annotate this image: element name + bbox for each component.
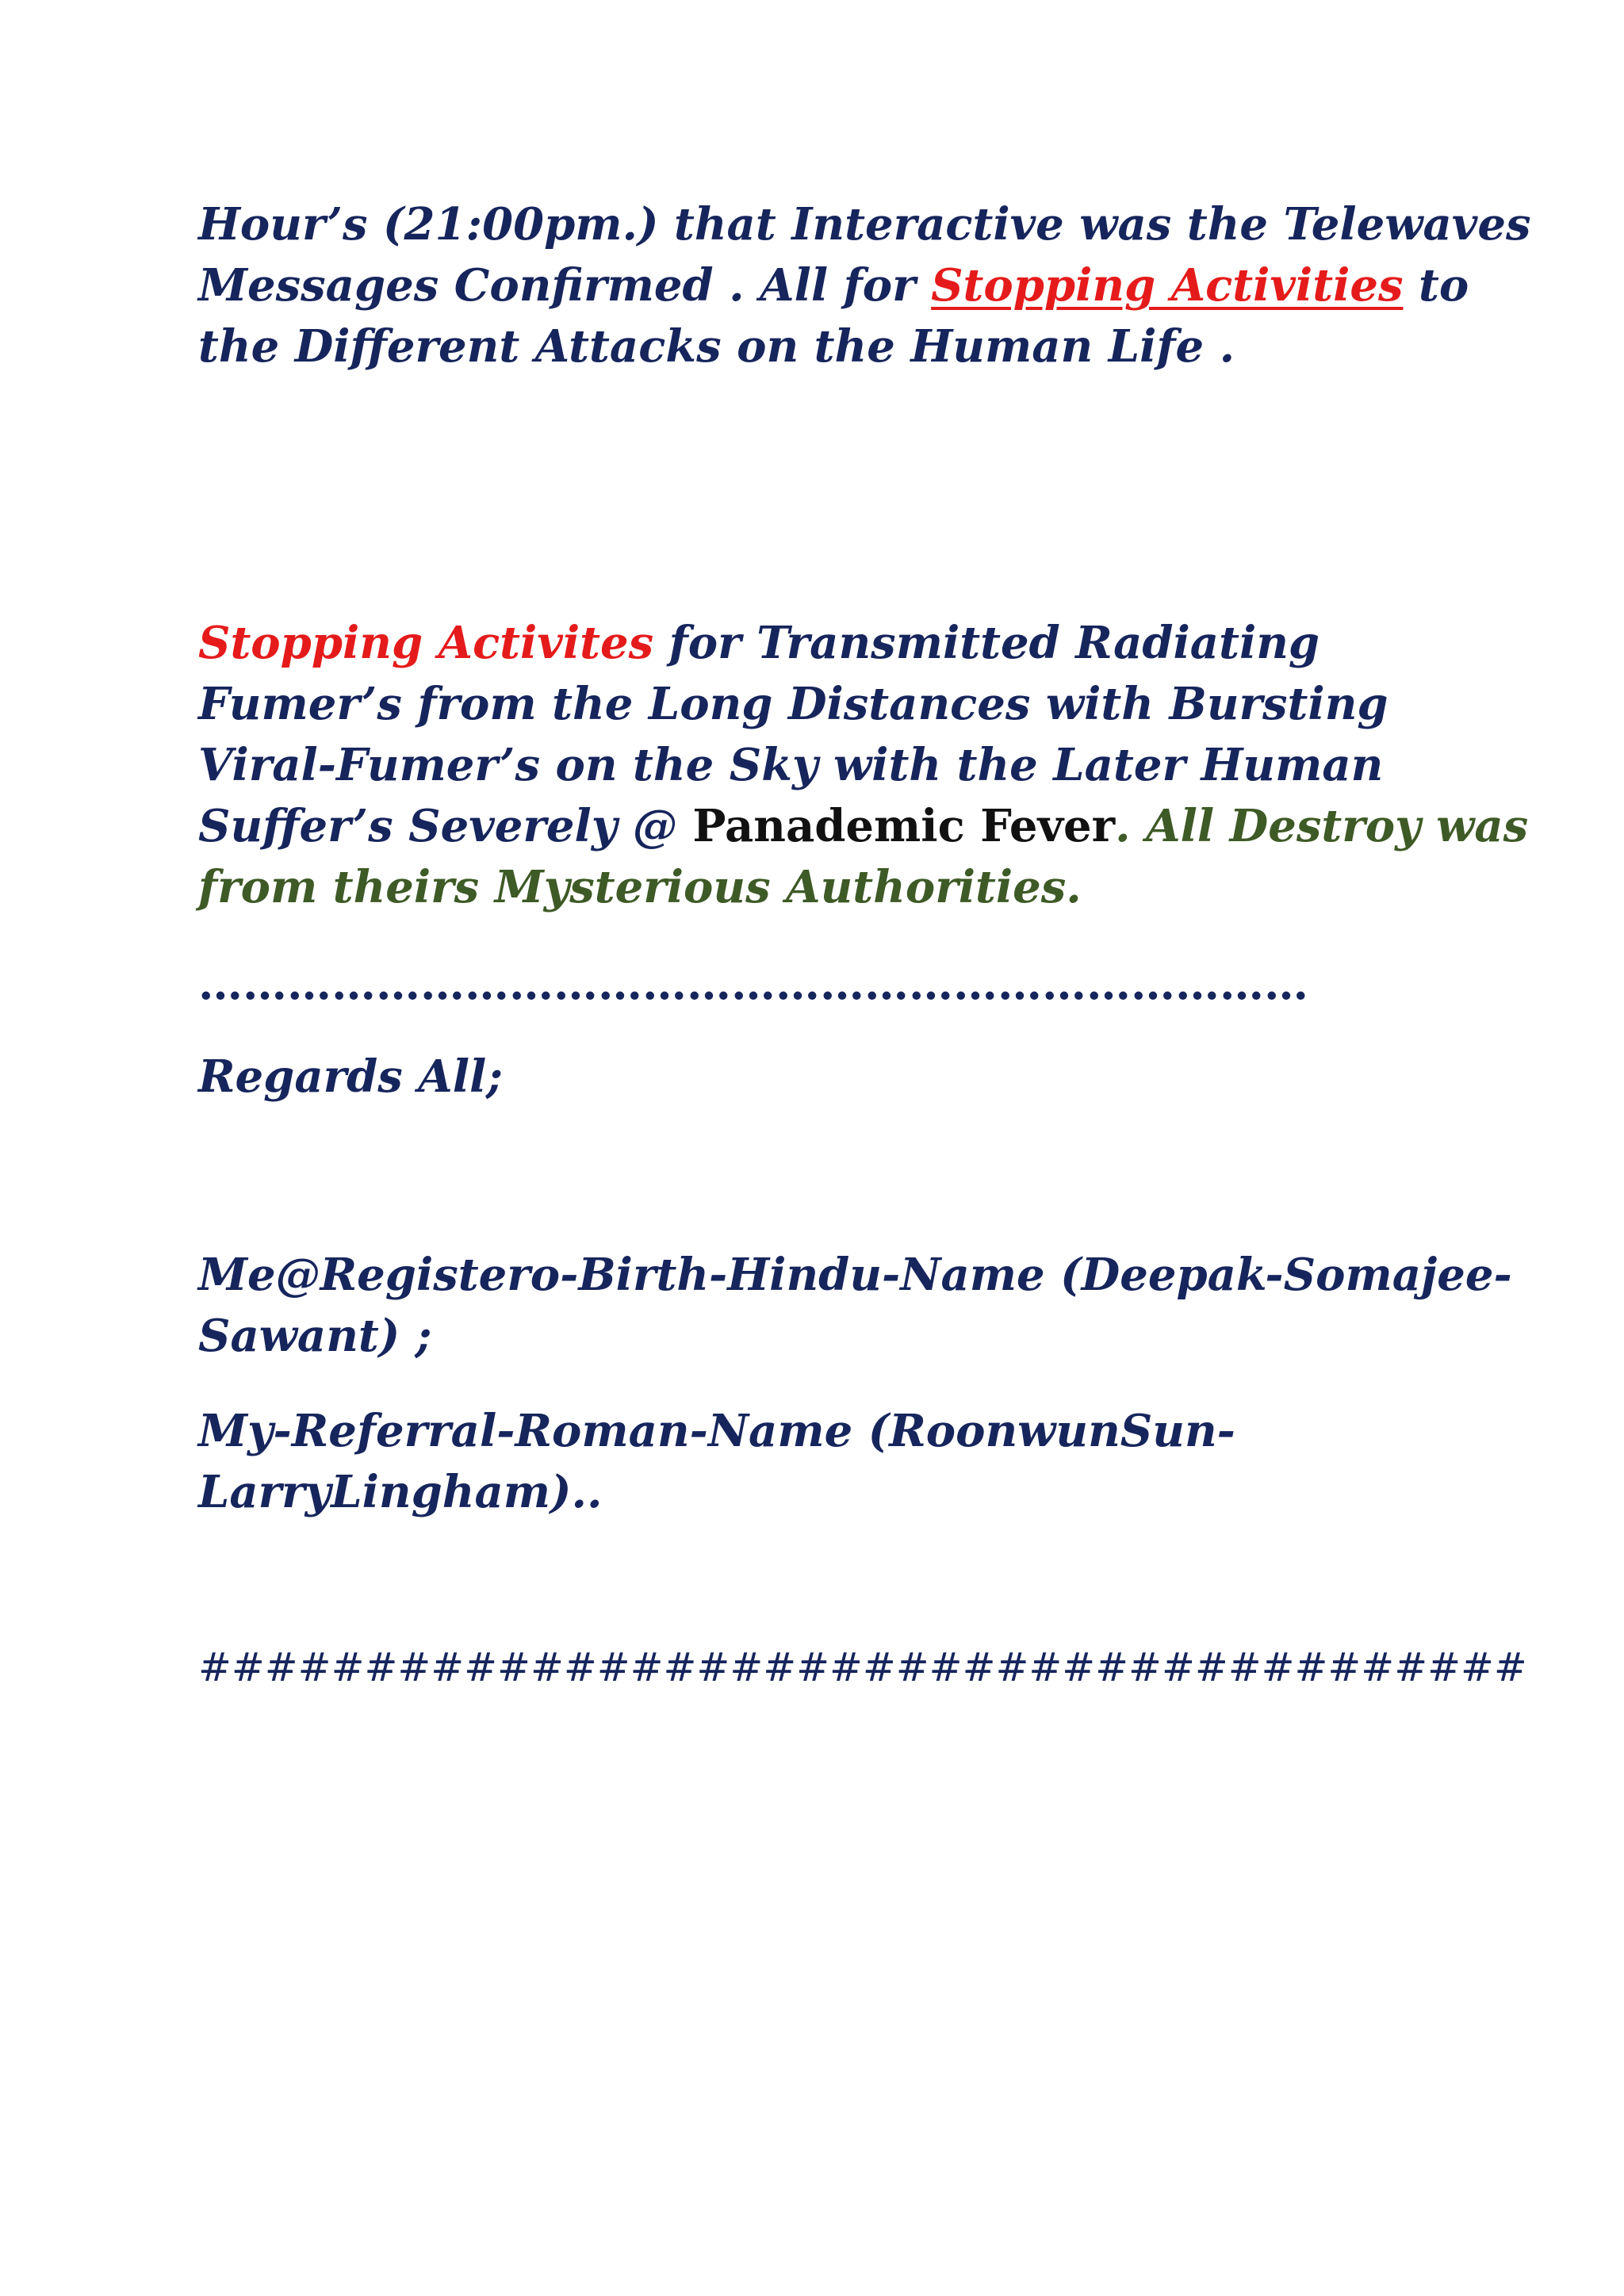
stopping-activities-link[interactable]: Stopping Activities: [931, 259, 1404, 312]
panademic-fever-text: Panademic Fever: [692, 800, 1116, 852]
paragraph1-line2-tail: to: [1403, 259, 1469, 312]
destroy-text: . All Destroy was: [1115, 800, 1529, 852]
paragraph-telewaves: [198, 194, 1531, 377]
regards-line: [198, 1047, 1467, 1108]
paragraph2-line4: [198, 796, 1529, 857]
paragraph2-line5: from theirs Mysterious Authorities.: [198, 861, 1082, 913]
paragraph2-line2: Fumer’s from the Long Distances with Bursting: [198, 678, 1388, 730]
paragraph2-line1-text: for Transmitted Radiating: [653, 617, 1320, 669]
referral-name-block: [198, 1401, 1467, 1523]
paragraph2-line4-text: Suffer’s Severely @: [198, 800, 693, 852]
birth-name-line2: Sawant) ;: [198, 1310, 432, 1362]
paragraph1-line2: [198, 255, 1467, 316]
paragraph-stopping-activities: [198, 613, 1529, 918]
regards-text: Regards All;: [198, 1050, 503, 1103]
paragraph2-line1: [198, 613, 1467, 674]
referral-name-line1: My-Referral-Roman-Name (RoonwunSun-: [198, 1405, 1235, 1457]
hash-separator: [198, 1637, 1527, 1698]
birth-name-block: [198, 1245, 1512, 1367]
paragraph1-line3: the Different Attacks on the Human Life .: [198, 320, 1235, 373]
paragraph1-line2-text: Messages Confirmed . All for: [198, 259, 932, 312]
separator-dots: [198, 954, 1467, 1015]
paragraph1-line1: Hour’s (21:00pm.) that Interactive was the Telewaves: [198, 198, 1531, 251]
birth-name-line1: Me@Registero-Birth-Hindu-Name (Deepak-Somajee-: [198, 1249, 1512, 1301]
hash-separator-text: ########################################: [198, 1644, 1527, 1690]
separator-dots-text: …………………………………………………………………: [198, 958, 1308, 1010]
paragraph2-line3: Viral-Fumer’s on the Sky with the Later Human: [198, 739, 1384, 791]
stopping-activites-highlight: Stopping Activites: [198, 617, 654, 669]
referral-name-line2: LarryLingham)..: [198, 1466, 603, 1518]
